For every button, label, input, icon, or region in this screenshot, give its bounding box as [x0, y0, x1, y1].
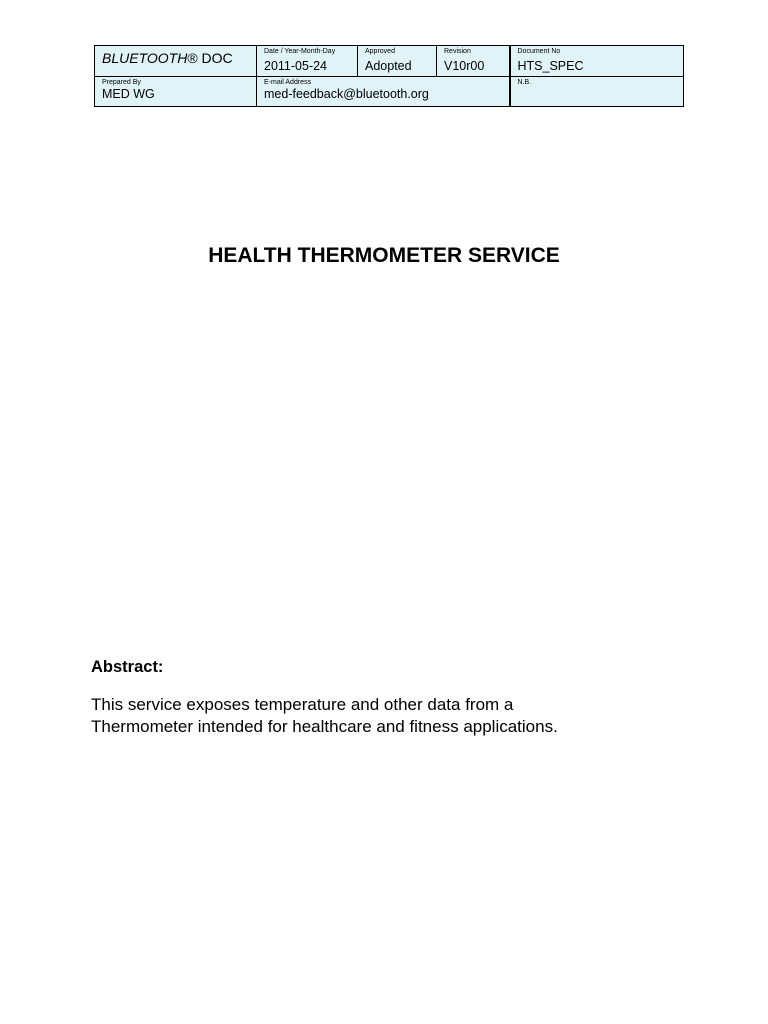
- abstract-line: Thermometer intended for healthcare and fitness applications.: [91, 717, 558, 736]
- prepared-by-label: Prepared By: [102, 79, 141, 86]
- abstract-heading: Abstract:: [91, 658, 164, 676]
- revision-label: Revision: [444, 48, 471, 55]
- document-number-label: Document No: [517, 48, 561, 55]
- revision-value: V10r00: [444, 59, 485, 73]
- nb-cell: [510, 77, 684, 107]
- abstract-line: This service exposes temperature and other data from a: [91, 695, 514, 714]
- document-number-cell: [510, 46, 684, 77]
- prepared-by-value: MED WG: [102, 87, 155, 101]
- brand-suffix: ® DOC: [187, 50, 233, 66]
- abstract-body: [91, 694, 691, 738]
- nb-label: N.B.: [517, 79, 532, 86]
- document-number-value: HTS_SPEC: [517, 59, 584, 73]
- prepared-by-cell: [95, 77, 257, 107]
- revision-cell: [437, 46, 510, 77]
- header-row-bottom: [95, 77, 684, 107]
- date-value: 2011-05-24: [264, 59, 328, 73]
- date-label: Date / Year-Month-Day: [264, 48, 336, 55]
- approved-value: Adopted: [365, 59, 412, 73]
- date-cell: [257, 46, 358, 77]
- email-value: med-feedback@bluetooth.org: [264, 87, 429, 101]
- document-header-table: [94, 45, 684, 107]
- header-row-top: [95, 46, 684, 77]
- approved-label: Approved: [365, 48, 395, 55]
- email-cell: [257, 77, 510, 107]
- brand-cell: [95, 46, 257, 77]
- brand-name: BLUETOOTH: [102, 50, 188, 66]
- brand-label: [102, 49, 233, 67]
- email-label: E-mail Address: [264, 79, 312, 86]
- approved-cell: [358, 46, 437, 77]
- document-title: HEALTH THERMOMETER SERVICE: [208, 244, 560, 267]
